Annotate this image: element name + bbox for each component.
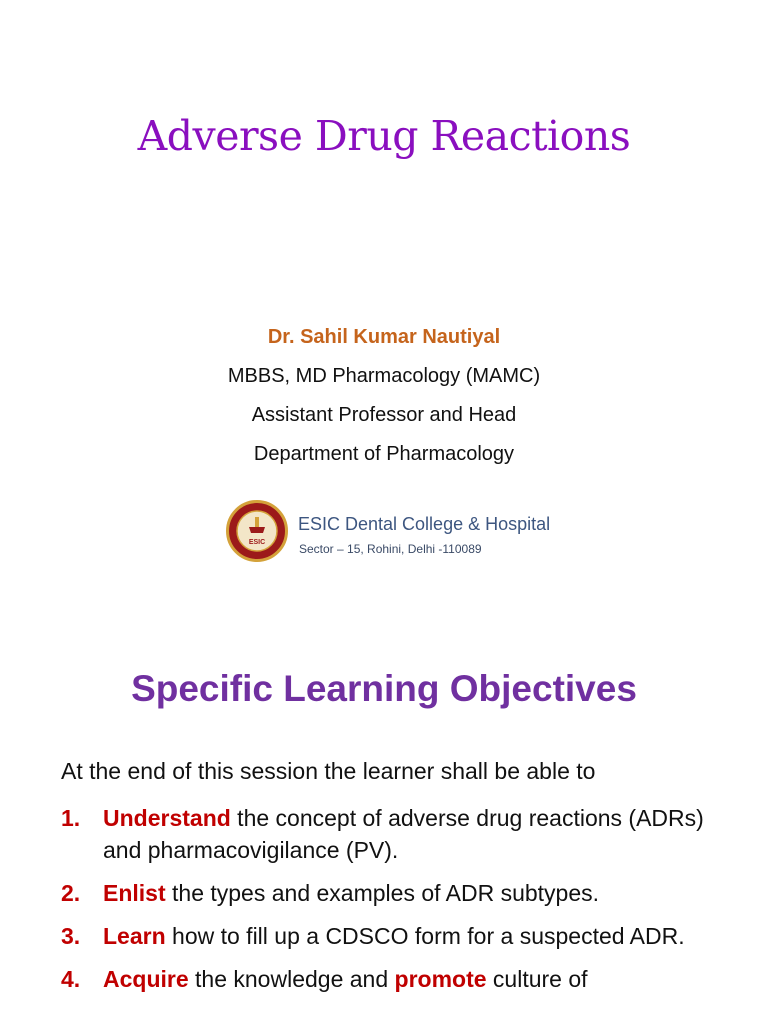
- objectives-list: [61, 802, 741, 1006]
- objective-number: 3.: [61, 923, 81, 949]
- author-name: Dr. Sahil Kumar Nautiyal: [267, 326, 501, 348]
- objective-item: [61, 920, 741, 952]
- objective-number: 4.: [61, 966, 81, 992]
- objective-number: 1.: [61, 805, 81, 831]
- objective-text: the types and examples of ADR subtypes.: [165, 880, 600, 906]
- objective-text: how to fill up a CDSCO form for a suspected ADR.: [165, 923, 685, 949]
- objective-text: the concept of adverse drug reactions (ADRs) and pharmacovigilance (PV).: [103, 805, 704, 863]
- objectives-title: Specific Learning Objectives: [131, 668, 637, 709]
- objective-verb: Acquire: [103, 966, 189, 992]
- objective-verb: Learn: [103, 923, 166, 949]
- author-block: [0, 318, 768, 474]
- slide-objectives: [0, 600, 768, 1024]
- institution-address: Sector – 15, Rohini, Delhi -110089: [299, 542, 482, 556]
- author-department: Department of Pharmacology: [253, 443, 515, 465]
- objective-number: 2.: [61, 880, 81, 906]
- objectives-intro: At the end of this session the learner shall be able to: [61, 758, 596, 784]
- esic-seal-icon: [226, 500, 288, 562]
- presentation-title: Adverse Drug Reactions: [137, 112, 631, 160]
- author-qualification: MBBS, MD Pharmacology (MAMC): [227, 365, 541, 387]
- objective-verb-secondary: promote: [394, 966, 487, 992]
- objective-verb: Understand: [103, 805, 231, 831]
- objective-text-secondary: culture of: [486, 966, 588, 992]
- objective-item: [61, 963, 741, 995]
- objective-item: [61, 802, 741, 866]
- institution-name: ESIC Dental College & Hospital: [298, 514, 551, 534]
- objective-text: the knowledge and: [188, 966, 395, 992]
- seal-text: ESIC: [248, 539, 266, 546]
- institution-logo: [224, 500, 554, 566]
- author-position: Assistant Professor and Head: [251, 404, 517, 426]
- objective-item: [61, 877, 741, 909]
- objective-verb: Enlist: [103, 880, 166, 906]
